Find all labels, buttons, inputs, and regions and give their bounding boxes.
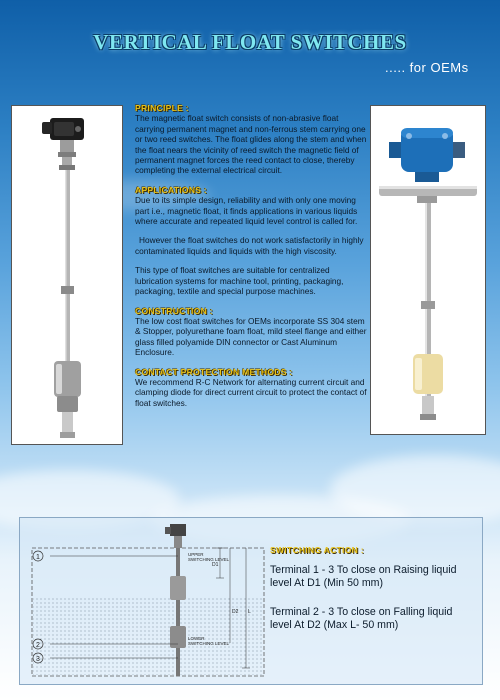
enclosure-float-switch-illustration	[371, 106, 485, 434]
terminal-1-3-text: Terminal 1 - 3 To close on Raising liquid level At D1 (Min 50 mm)	[270, 564, 457, 589]
principle-text: The magnetic float switch consists of non-abrasive float carrying permanent magnet and non-ferrous stem carrying one or two reed switches. The float glides along the stem and when the float nears the vicinity of reed switch the magnetic field of permanent magnet forces the reed contact to close, thereby completing the external electrical circuit.	[135, 113, 367, 176]
applications-heading: APPLICATIONS :	[135, 184, 208, 195]
page-subtitle: ..... for OEMs	[385, 60, 469, 75]
din-float-switch-illustration	[12, 106, 122, 444]
d2-label: D2	[232, 609, 239, 615]
upper-switch-label: UPPER	[188, 552, 204, 557]
switching-diagram-panel	[19, 517, 483, 685]
principle-heading: PRINCIPLE :	[135, 103, 189, 113]
d1-label: D1	[212, 562, 219, 568]
terminal-3-label: 3	[36, 656, 40, 663]
contact-protection-text: We recommend R-C Network for alternating current circuit and clamping diode for direct current circuit to protect the contact of float switches.	[135, 376, 367, 408]
product-photo-aluminium-enclosure	[370, 105, 486, 435]
terminal-2-3-text: Terminal 2 - 3 To close on Falling liquid level At D2 (Max L- 50 mm)	[270, 606, 453, 631]
switching-action-heading: SWITCHING ACTION :	[270, 545, 364, 555]
construction-heading: CONSTRUCTION :	[135, 305, 213, 316]
terminal-1-label: 1	[36, 554, 40, 561]
applications-text-3: This type of float switches are suitable for centralized lubrication systems for machine tool, printing, packaging, packaging, textile and special purpose machines.	[135, 265, 344, 297]
lower-switch-label: LOWER	[188, 636, 205, 641]
page-title: VERTICAL FLOAT SWITCHES	[93, 30, 407, 54]
applications-text-1: Due to its simple design, reliability and with only one moving part i.e., magnetic float, it finds applications in various liquids where accurate and repeated liquid level control is called for.	[135, 195, 358, 227]
contact-protection-heading: CONTACT PROTECTION METHODS :	[135, 366, 293, 377]
applications-text-2: However the float switches do not work satisfactorily in highly contaminated liquids and liquids with the high viscosity.	[135, 235, 364, 256]
product-photo-din-connector	[11, 105, 123, 445]
lower-switch-label-2: SWITCHING LEVEL	[188, 641, 230, 646]
switching-level-diagram	[20, 518, 482, 684]
construction-text: The low cost float switches for OEMs incorporate SS 304 stem & Stopper, polyurethane foam float, mild steel flange and either glass filled polyamide DIN connector or Cast Aluminum Enclosure.	[135, 315, 367, 358]
description-column	[135, 103, 367, 417]
upper-switch-label-2: SWITCHING LEVEL	[188, 557, 230, 562]
terminal-2-label: 2	[36, 642, 40, 649]
l-label: L	[248, 609, 251, 615]
